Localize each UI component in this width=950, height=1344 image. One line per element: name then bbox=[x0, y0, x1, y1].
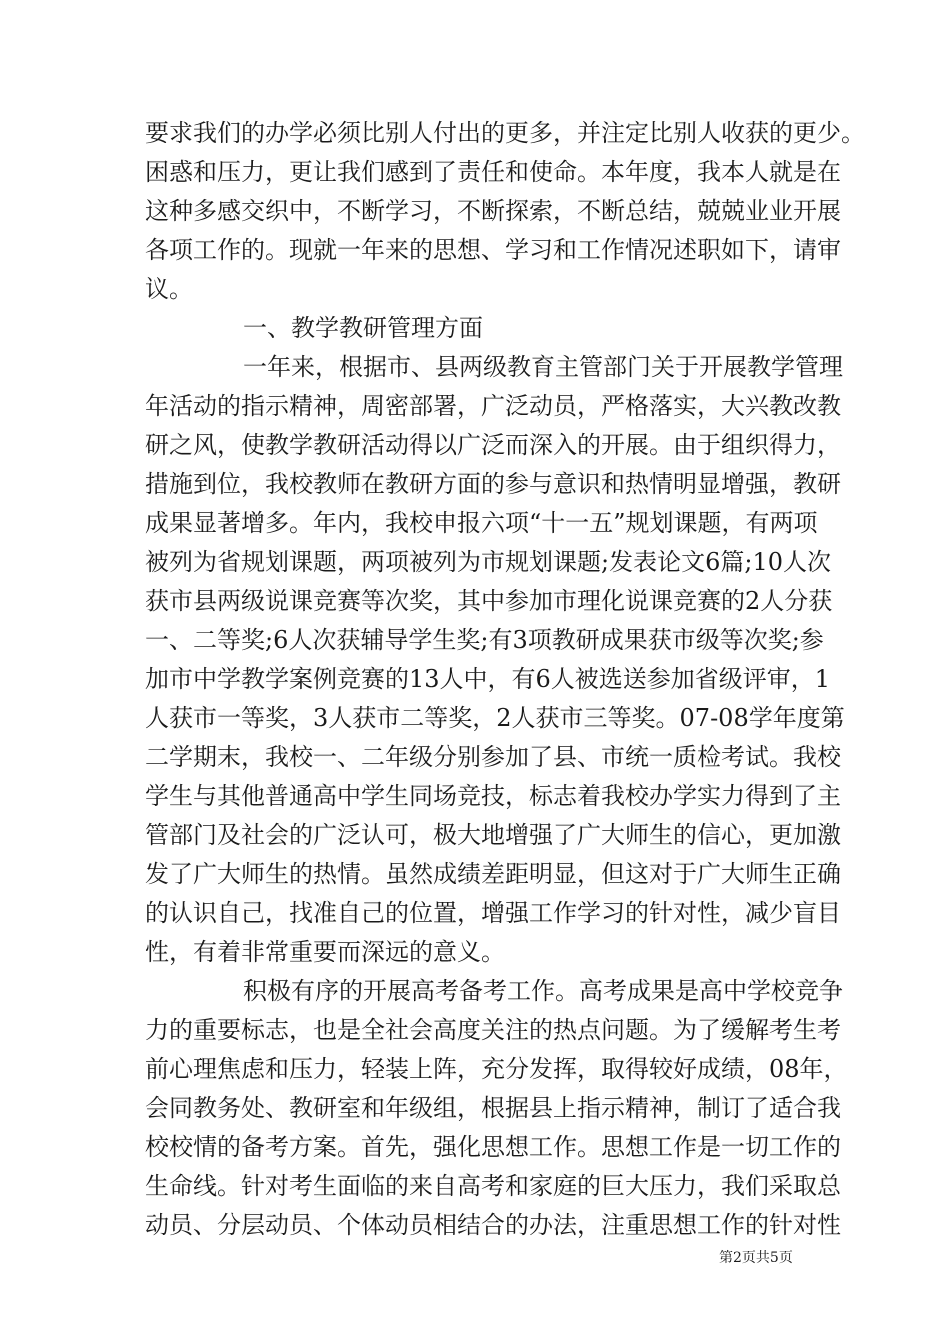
text-line: 这种多感交织中，不断学习，不断探索，不断总结，兢兢业业开展 bbox=[145, 197, 841, 225]
text-line: 的认识自己，找准自己的位置，增强工作学习的针对性，减少盲目 bbox=[145, 899, 841, 927]
text-line: 会同教务处、教研室和年级组，根据县上指示精神，制订了适合我 bbox=[145, 1094, 841, 1122]
text-line: 发了广大师生的热情。虽然成绩差距明显，但这对于广大师生正确 bbox=[145, 860, 841, 888]
text-line: 一年来，根据市、县两级教育主管部门关于开展教学管理 bbox=[243, 353, 843, 381]
text-line: 一、二等奖;6人次获辅导学生奖;有3项教研成果获市级等次奖;参 bbox=[145, 626, 824, 654]
text-line: 加市中学教学案例竞赛的13人中，有6人被选送参加省级评审，1 bbox=[145, 665, 831, 693]
text-line: 二学期末，我校一、二年级分别参加了县、市统一质检考试。我校 bbox=[145, 743, 841, 771]
text-line: 各项工作的。现就一年来的思想、学习和工作情况述职如下，请审 bbox=[145, 236, 841, 264]
text-line: 动员、分层动员、个体动员相结合的办法，注重思想工作的针对性 bbox=[145, 1211, 841, 1239]
text-line: 积极有序的开展高考备考工作。高考成果是高中学校竞争 bbox=[243, 977, 843, 1005]
text-line: 学生与其他普通高中学生同场竞技，标志着我校办学实力得到了主 bbox=[145, 782, 841, 810]
text-line: 研之风，使教学教研活动得以广泛而深入的开展。由于组织得力， bbox=[145, 431, 841, 459]
text-line: 生命线。针对考生面临的来自高考和家庭的巨大压力，我们采取总 bbox=[145, 1172, 841, 1200]
text-line: 年活动的指示精神，周密部署，广泛动员，严格落实，大兴教改教 bbox=[145, 392, 841, 420]
text-line: 被列为省规划课题，两项被列为市规划课题;发表论文6篇;10人次 bbox=[145, 548, 831, 576]
text-line: 措施到位，我校教师在教研方面的参与意识和热情明显增强，教研 bbox=[145, 470, 841, 498]
text-line: 力的重要标志，也是全社会高度关注的热点问题。为了缓解考生考 bbox=[145, 1016, 841, 1044]
text-line: 困惑和压力，更让我们感到了责任和使命。本年度，我本人就是在 bbox=[145, 158, 841, 186]
text-line: 管部门及社会的广泛认可，极大地增强了广大师生的信心，更加激 bbox=[145, 821, 841, 849]
page-number: 第2页共5页 bbox=[719, 1250, 793, 1266]
text-line: 校校情的备考方案。首先，强化思想工作。思想工作是一切工作的 bbox=[145, 1133, 841, 1161]
text-line: 成果显著增多。年内，我校申报六项“十一五”规划课题，有两项 bbox=[145, 509, 818, 537]
section-heading: 一、教学教研管理方面 bbox=[243, 314, 483, 342]
text-line: 前心理焦虑和压力，轻装上阵，充分发挥，取得较好成绩，08年， bbox=[145, 1055, 848, 1083]
text-line: 议。 bbox=[145, 275, 193, 303]
text-line: 获市县两级说课竞赛等次奖，其中参加市理化说课竞赛的2人分获 bbox=[145, 587, 833, 615]
text-line: 人获市一等奖，3人获市二等奖，2人获市三等奖。07-08学年度第 bbox=[145, 704, 845, 732]
text-line: 要求我们的办学必须比别人付出的更多，并注定比别人收获的更少。 bbox=[145, 119, 865, 147]
text-line: 性，有着非常重要而深远的意义。 bbox=[145, 938, 505, 966]
